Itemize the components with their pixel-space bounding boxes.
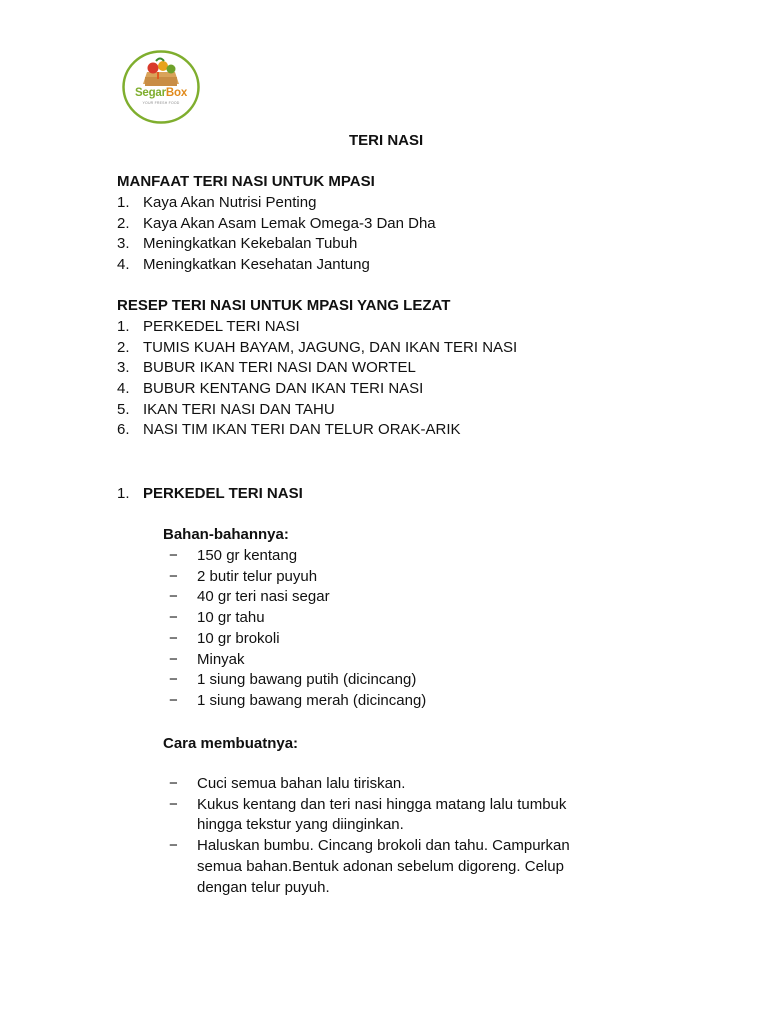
logo-tagline: YOUR FRESH FOOD <box>142 101 180 105</box>
ingredients-heading: Bahan-bahannya: <box>163 526 289 543</box>
list-item: − 40 gr teri nasi segar <box>169 588 330 606</box>
ingredients-list <box>169 546 619 712</box>
list-item: − 10 gr tahu <box>169 609 265 627</box>
segarbox-logo <box>122 50 200 124</box>
list-item: − Kukus kentang dan teri nasi hingga matang lalu tumbuk hingga tekstur yang diinginkan. <box>169 795 567 834</box>
list-item: − Minyak <box>169 650 245 668</box>
document-page: SegarBox YOUR FRESH FOOD TERI NASI MANFAAT TERI NASI UNTUK MPASI 1. Kaya Akan Nutrisi Penting 2. Kaya Akan Asam Lemak Omega-3 Dan Dha 3. Meningkatkan Kekebalan Tubuh 4. Meningkatkan Kesehatan Jantung RESEP TERI NASI UNTUK MPASI YANG LEZAT 1. PERKEDEL TERI NASI 2. TUMIS KUAH BAYAM, JAGUNG, DAN IKAN TERI NASI 3. BUBUR IKAN TERI NASI DAN WORTEL 4. BUBUR KENTANG DAN IKAN TERI NASI 5. IKAN TERI NASI DAN TAHU 6. NASI TIM IKAN TERI DAN TELUR ORAK-ARIK 1. PERKEDEL TERI NASI Bahan-bahannya: − 150 gr kentang − 2 butir telur puyuh − 40 gr teri nasi segar − 10 gr tahu − 10 gr brokoli − Minyak − 1 siung bawang putih (dicincang) − 1 siung bawang merah (dicincang) Cara membuatnya: − Cuci semua bahan lalu tiriskan. − Kukus kentang dan teri nasi hingga matang lalu tumbuk hingga tekstur yang diinginkan. − Haluskan bumbu. Cincang brokoli dan tahu. Campurkan semua bahan.Bentuk adonan sebelum digoreng. Celup dengan telur puyuh. <box>0 0 768 1024</box>
list-item: − Cuci semua bahan lalu tiriskan. <box>169 775 406 792</box>
recipes-heading: RESEP TERI NASI UNTUK MPASI YANG LEZAT <box>117 297 451 314</box>
page-title: TERI NASI <box>349 132 424 149</box>
list-item: − 10 gr brokoli <box>169 629 280 647</box>
logo-wordmark: SegarBox <box>134 87 188 99</box>
section-number: 1. <box>117 485 130 502</box>
list-item: − 2 butir telur puyuh <box>169 567 318 585</box>
list-item: − Haluskan bumbu. Cincang brokoli dan tahu. Campurkan semua bahan.Bentuk adonan sebelum digoreng. Celup dengan telur puyuh. <box>169 837 570 896</box>
steps-list <box>169 774 609 898</box>
steps-heading: Cara membuatnya: <box>163 735 299 752</box>
list-item: − 150 gr kentang <box>169 547 298 564</box>
list-item: − 1 siung bawang merah (dicincang) <box>169 691 427 709</box>
section-title: PERKEDEL TERI NASI <box>143 485 303 502</box>
benefits-heading: MANFAAT TERI NASI UNTUK MPASI <box>117 173 375 190</box>
list-item: − 1 siung bawang putih (dicincang) <box>169 671 417 689</box>
